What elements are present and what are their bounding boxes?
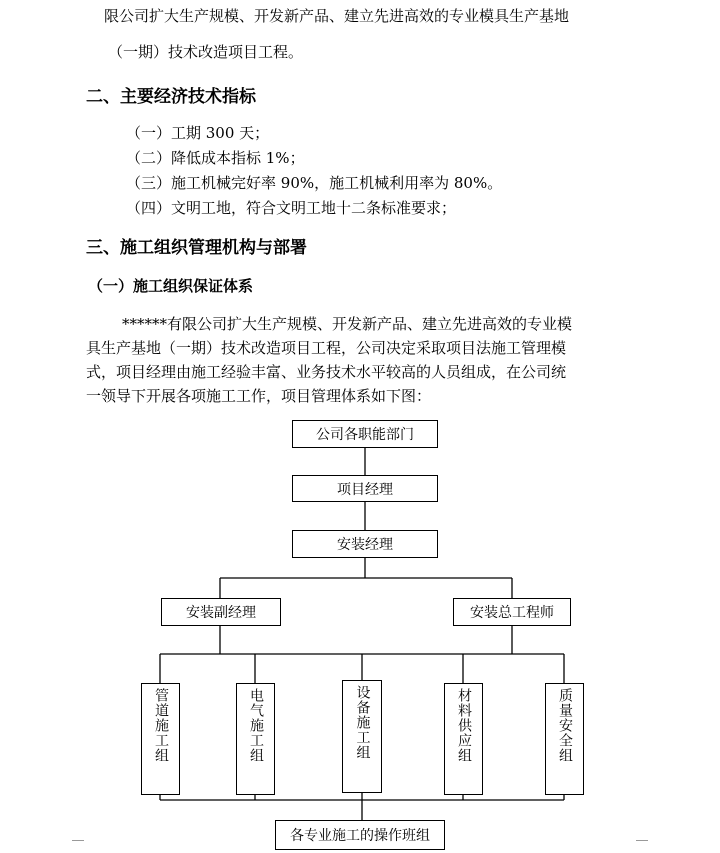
paragraph-line-1: ******有限公司扩大生产规模、开发新产品、建立先进高效的专业模 [122, 315, 573, 333]
group-label: 材料供应组 [456, 688, 472, 763]
paragraph-line-3: 式，项目经理由施工经验丰富、业务技术水平较高的人员组成，在公司统 [86, 363, 567, 381]
subsection-1-heading: （一）施工组织保证体系 [88, 277, 254, 295]
intro-line-2: （一期）技术改造项目工程。 [108, 43, 304, 61]
org-box-group-equipment [342, 680, 382, 793]
intro-line-1: 限公司扩大生产规模、开发新产品、建立先进高效的专业模具生产基地 [104, 7, 570, 25]
indicator-item-4: （四）文明工地，符合文明工地十二条标准要求； [126, 199, 457, 217]
org-box-chief-engineer: 安装总工程师 [453, 598, 571, 626]
paragraph-line-4: 一领导下开展各项施工工作，项目管理体系如下图： [86, 387, 432, 405]
group-label: 管道施工组 [153, 688, 169, 763]
section-2-heading: 二、主要经济技术指标 [86, 87, 256, 107]
org-box-top: 公司各职能部门 [292, 420, 438, 448]
crop-mark-right [636, 840, 648, 853]
group-label: 电气施工组 [248, 688, 264, 763]
group-label: 设备施工组 [354, 685, 371, 760]
section-3-heading: 三、施工组织管理机构与部署 [86, 238, 307, 258]
paragraph-line-2: 具生产基地（一期）技术改造项目工程，公司决定采取项目法施工管理模 [86, 339, 567, 357]
org-box-project-manager: 项目经理 [292, 475, 438, 502]
org-box-group-materials [444, 683, 483, 795]
indicator-item-2: （二）降低成本指标 1%； [126, 149, 305, 167]
group-label: 质量安全组 [557, 688, 573, 763]
crop-mark-left [72, 840, 84, 853]
org-box-group-electrical [236, 683, 275, 795]
org-box-deputy-manager: 安装副经理 [161, 598, 281, 626]
org-box-bottom: 各专业施工的操作班组 [275, 820, 445, 850]
org-box-group-quality [545, 683, 584, 795]
indicator-item-1: （一）工期 300 天； [126, 124, 270, 142]
org-box-install-manager: 安装经理 [292, 530, 438, 558]
indicator-item-3: （三）施工机械完好率 90%，施工机械利用率为 80%。 [126, 174, 503, 192]
org-box-group-pipe [141, 683, 180, 795]
